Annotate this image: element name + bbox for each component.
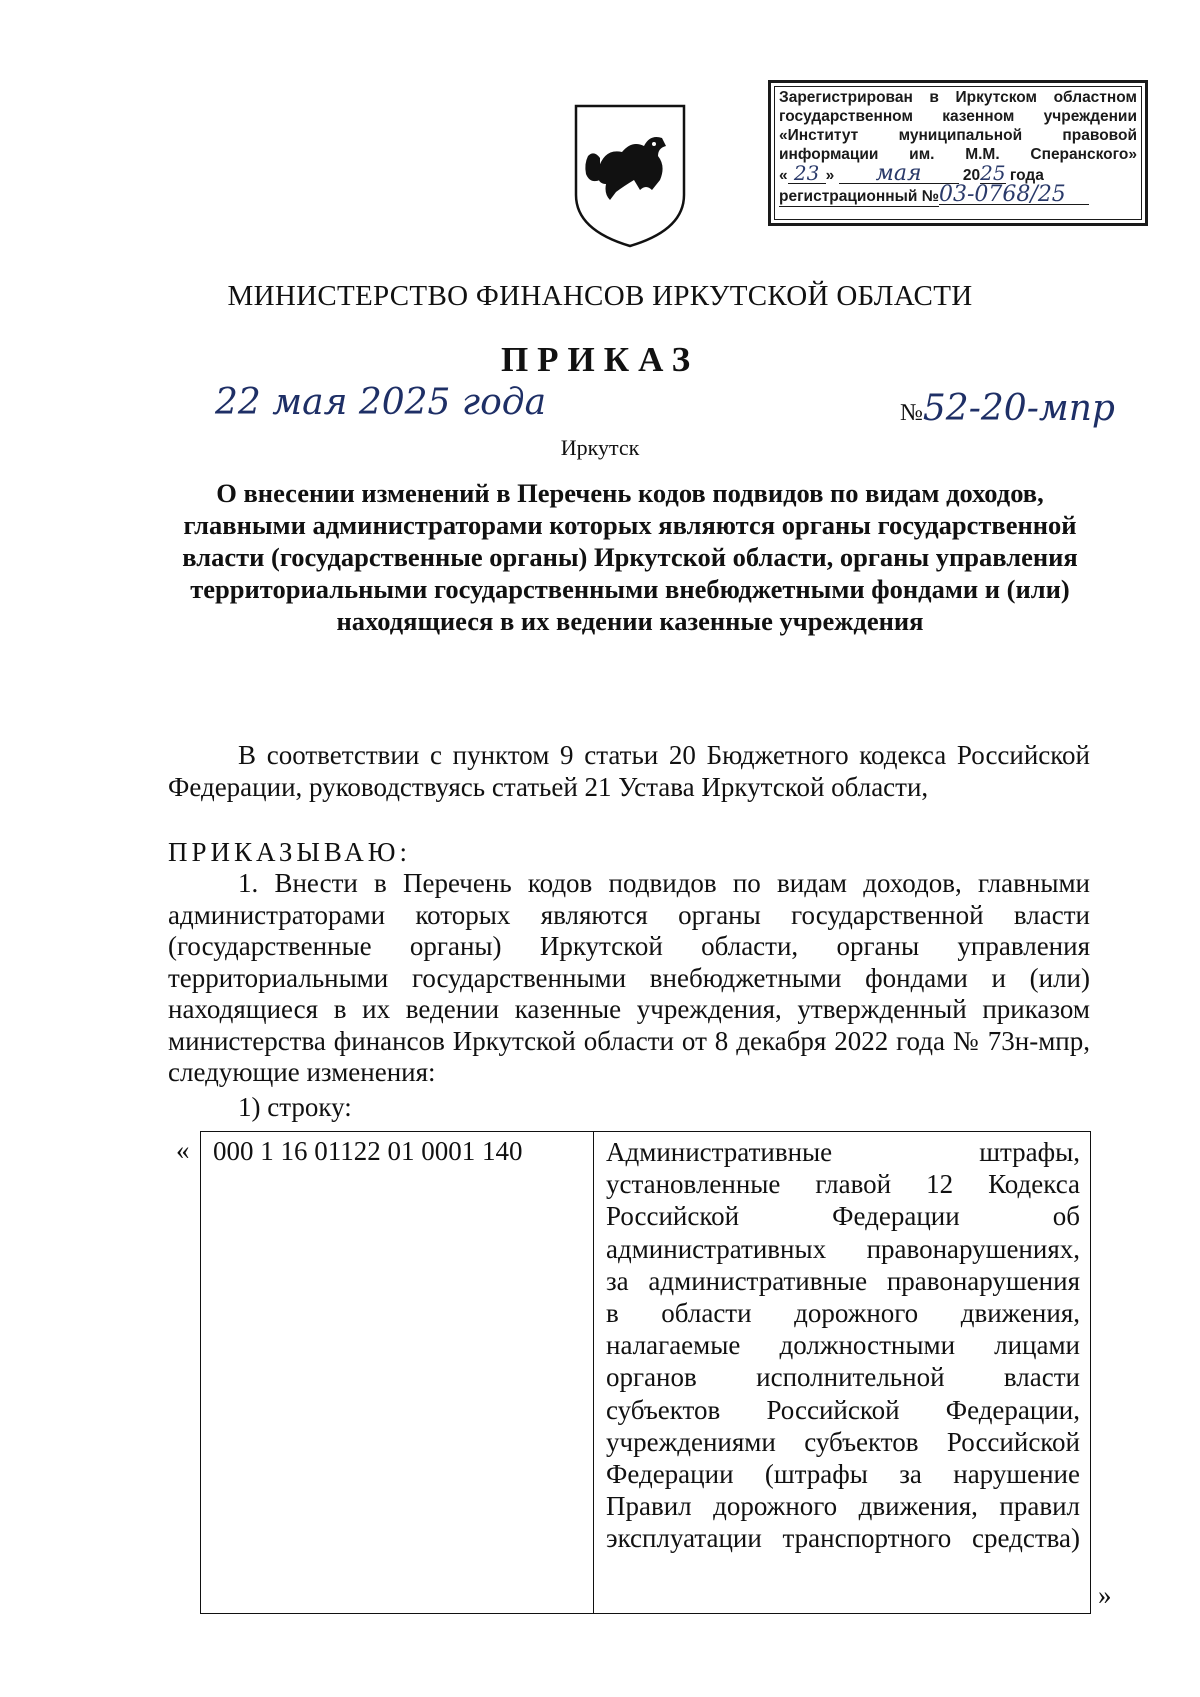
description-line: субъектов Российской Федерации,: [606, 1394, 1080, 1425]
stamp-line: Зарегистрирован в Иркутском областном: [779, 89, 1137, 106]
code-table: [200, 1131, 1091, 1614]
coat-of-arms-emblem: [570, 100, 690, 250]
description-line: установленные главой 12 Кодекса: [606, 1169, 1080, 1200]
handwritten-number: 52-20-мпр: [922, 388, 1115, 429]
description-line: эксплуатации транспортного средства): [606, 1523, 1080, 1554]
stamp-line: «Институт муниципальной правовой: [779, 127, 1137, 144]
stamp-line: государственном казенном учреждении: [779, 108, 1137, 125]
quote-close: »: [1098, 1580, 1112, 1610]
description-line: органов исполнительной власти: [606, 1362, 1080, 1393]
preamble-paragraph: В соответствии с пунктом 9 статьи 20 Бюджетного кодекса Российской Федерации, руководствуясь статьей 21 Устава Иркутской области,: [168, 740, 1090, 802]
ministry-name: МИНИСТЕРСТВО ФИНАНСОВ ИРКУТСКОЙ ОБЛАСТИ: [227, 280, 973, 312]
description-line: Административные штрафы,: [606, 1137, 1080, 1167]
stamp-year-suffix: 25: [980, 161, 1006, 185]
stamp-year-label: года: [1009, 167, 1044, 184]
description-line: Российской Федерации об: [606, 1201, 1080, 1232]
document-number: [900, 388, 1115, 429]
description-line: учреждениями субъектов Российской: [606, 1426, 1080, 1457]
stamp-reg-line: [779, 182, 1137, 207]
description-line: Федерации (штрафы за нарушение: [606, 1459, 1080, 1490]
description-line: административных правонарушениях,: [606, 1233, 1080, 1264]
item-1-paragraph: 1. Внести в Перечень кодов подвидов по видам доходов, главными администраторами которых являются органы государственной власти (государственные органы) Иркутской области, органы управления территориальными государственными внебюджетными фондами и (или) находящиеся в их ведении казенные учреждения, утвержденный приказом министерства финансов Иркутской области от 8 декабря 2022 года № 73н-мпр, следующие изменения:: [168, 868, 1090, 1087]
table-description-cell: [594, 1132, 1090, 1613]
orders-heading: ПРИКАЗЫВАЮ:: [168, 837, 411, 867]
stamp-reg-number: 03-0768/25: [939, 185, 1089, 205]
stamp-reg-label: регистрационный №: [779, 188, 939, 205]
stamp-month: мая: [839, 164, 959, 184]
subitem-1: 1) строку:: [238, 1092, 352, 1122]
registration-stamp: [768, 80, 1148, 226]
description-line: налагаемые должностными лицами: [606, 1330, 1080, 1361]
handwritten-date: 22 мая 2025 года: [215, 382, 547, 423]
stamp-date-line: « 23 » мая 2025 года: [779, 161, 1044, 186]
stamp-line: информации им. М.М. Сперанского»: [779, 146, 1137, 163]
document-title: ПРИКАЗ: [500, 340, 700, 379]
table-code-cell: 000 1 16 01122 01 0001 140: [201, 1132, 594, 1613]
city: Иркутск: [560, 435, 640, 460]
stamp-day: 23: [788, 164, 826, 184]
quote-open: «: [176, 1135, 190, 1165]
description-line: Правил дорожного движения, правил: [606, 1491, 1080, 1522]
stamp-year-prefix: 20: [962, 167, 981, 184]
number-label: №: [900, 400, 923, 426]
description-line: в области дорожного движения,: [606, 1298, 1080, 1329]
document-subject: О внесении изменений в Перечень кодов подвидов по видам доходов, главными администраторами которых являются органы государственной власти (государственные органы) Иркутской области, органы управления территориальными государственными внебюджетными фондами и (или) находящиеся в их ведении казенные учреждения: [182, 478, 1078, 636]
description-line: за административные правонарушения: [606, 1265, 1080, 1296]
